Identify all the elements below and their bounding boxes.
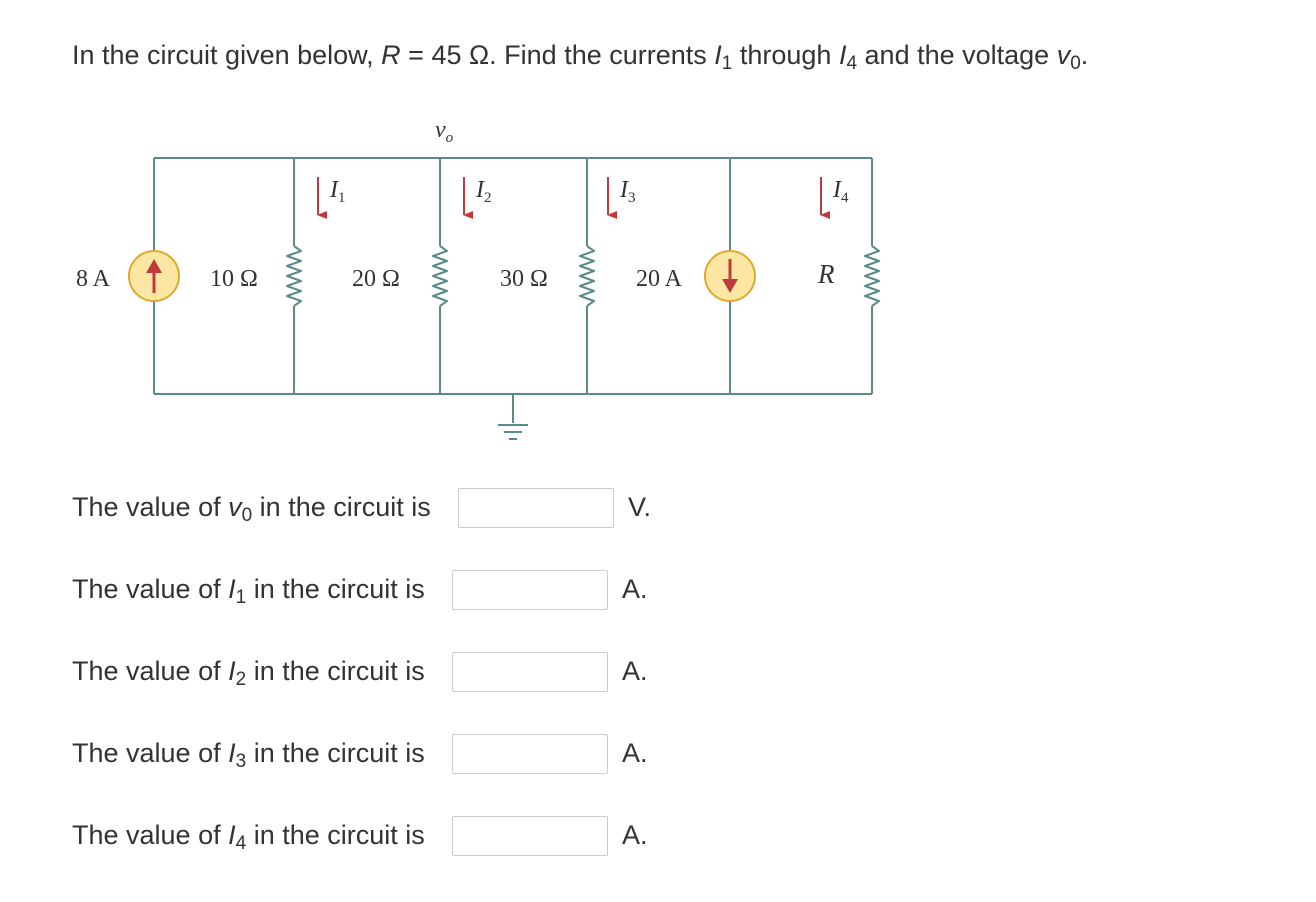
- voltage-subscript: 0: [1070, 53, 1081, 74]
- source-20a-label: 20 A: [636, 266, 683, 292]
- resistor-10-label: 10 Ω: [210, 266, 258, 292]
- i2-answer-input[interactable]: [452, 652, 608, 692]
- question-part: In the circuit given below,: [72, 40, 382, 70]
- node-voltage-label: $v_o$: [435, 117, 454, 146]
- resistor-30-zigzag: [580, 246, 594, 306]
- current-arrows: [318, 177, 821, 215]
- v0-answer-input[interactable]: [458, 488, 614, 528]
- answer-prompt: The value of $I_1$ in the circuit is: [72, 574, 425, 608]
- unit-label: A.: [622, 574, 648, 604]
- question-text: [72, 40, 1089, 74]
- i3-answer-input[interactable]: [452, 734, 608, 774]
- source-8a-label: 8 A: [76, 266, 111, 292]
- current-symbol: I: [838, 40, 847, 70]
- question-part: and the voltage: [857, 40, 1057, 70]
- resistor-r-zigzag: [865, 246, 879, 306]
- resistor-20-label: 20 Ω: [352, 266, 400, 292]
- unit-label: A.: [622, 656, 648, 686]
- current-subscript: 1: [721, 53, 733, 74]
- answer-prompt: The value of $v_0$ in the circuit is: [72, 492, 431, 526]
- current-label-i3: $I_3$: [620, 177, 636, 206]
- resistor-symbol: R: [381, 40, 401, 70]
- resistor-30-label: 30 Ω: [500, 266, 548, 292]
- answer-prompt: The value of $I_3$ in the circuit is: [72, 738, 425, 772]
- i1-answer-input[interactable]: [452, 570, 608, 610]
- answer-prompt: The value of $I_4$ in the circuit is: [72, 820, 425, 854]
- current-symbol: I: [714, 40, 722, 70]
- unit-label: A.: [622, 820, 648, 850]
- current-subscript: 4: [846, 53, 858, 74]
- resistor-20-zigzag: [433, 246, 447, 306]
- ground-icon: [498, 425, 528, 439]
- current-source-20a: [705, 251, 755, 301]
- question-part: = 45 Ω. Find the currents: [400, 40, 715, 70]
- current-label-i4: $I_4$: [833, 177, 849, 206]
- answer-prompt: The value of $I_2$ in the circuit is: [72, 656, 425, 690]
- resistor-10-zigzag: [287, 246, 301, 306]
- question-part: .: [1080, 40, 1089, 70]
- current-source-8a: [129, 251, 179, 301]
- unit-label: A.: [622, 738, 648, 768]
- current-label-i2: $I_2$: [476, 177, 492, 206]
- i4-answer-input[interactable]: [452, 816, 608, 856]
- circuit-diagram: [60, 105, 900, 465]
- unit-label: V.: [628, 492, 652, 522]
- current-label-i1: $I_1$: [330, 177, 346, 206]
- resistor-r-label: R: [818, 259, 835, 289]
- voltage-symbol: v: [1056, 40, 1071, 70]
- question-part: through: [732, 40, 839, 70]
